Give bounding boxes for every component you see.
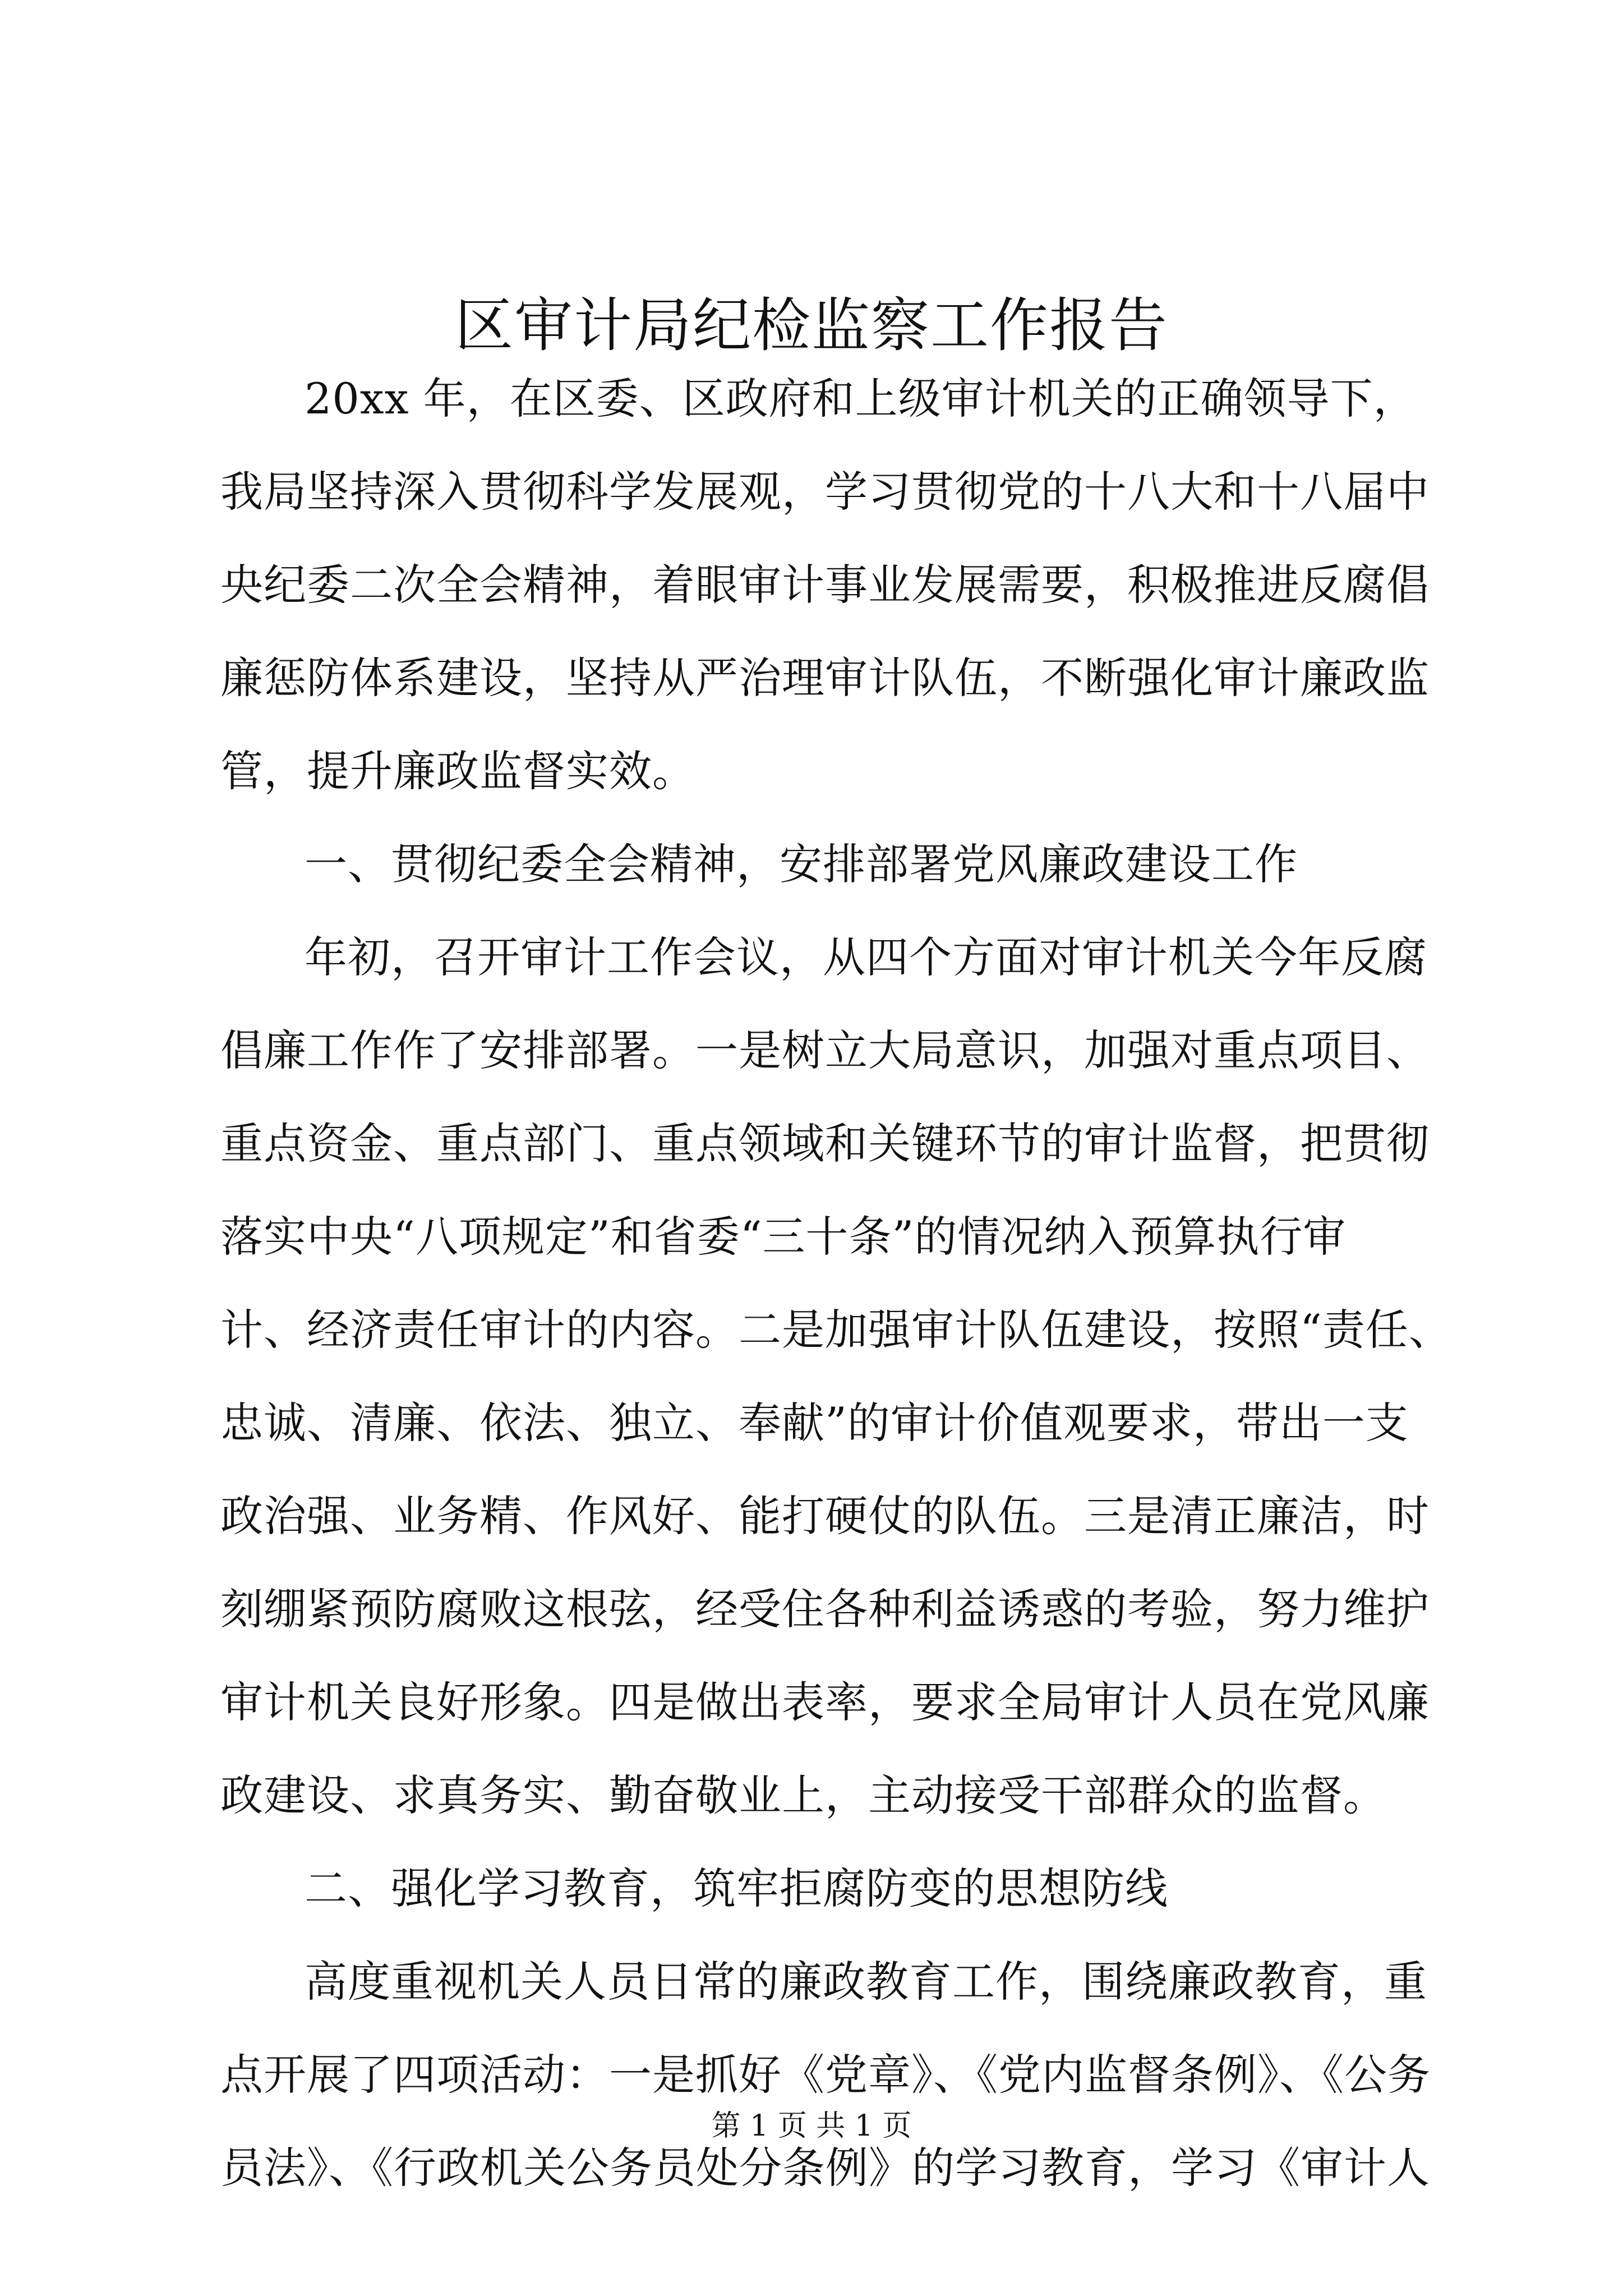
paragraph-line: 年初，召开审计工作会议，从四个方面对审计机关今年反腐 (305, 932, 1427, 982)
paragraph-line: 刻绷紧预防腐败这根弦，经受住各种利益诱惑的考验，努力维护 (220, 1584, 1430, 1634)
section-heading: 一、贯彻纪委全会精神，安排部署党风廉政建设工作 (305, 839, 1298, 889)
paragraph-line: 管，提升廉政监督实效。 (220, 746, 695, 796)
paragraph-line: 重点资金、重点部门、重点领域和关键环节的审计监督，把贯彻 (220, 1119, 1430, 1168)
paragraph-line: 员法》、《行政机关公务员处分条例》的学习教育，学习《审计人 (220, 2143, 1430, 2193)
paragraph-line: 落实中央“八项规定”和省委“三十条”的情况纳入预算执行审 (220, 1212, 1347, 1262)
paragraph-line: 央纪委二次全会精神，着眼审计事业发展需要，积极推进反腐倡 (220, 560, 1430, 610)
page-footer: 第 1 页 共 1 页 (711, 2109, 912, 2143)
section-heading: 二、强化学习教育，筑牢拒腐防变的思想防线 (305, 1864, 1168, 1913)
paragraph-line: 忠诚、清廉、依法、独立、奉献”的审计价值观要求，带出一支 (220, 1398, 1409, 1448)
paragraph-line: 政治强、业务精、作风好、能打硬仗的队伍。三是清正廉洁，时 (220, 1491, 1430, 1541)
paragraph-line: 点开展了四项活动：一是抓好《党章》、《党内监督条例》、《公务 (220, 2050, 1431, 2100)
paragraph-line: 计、经济责任审计的内容。二是加强审计队伍建设，按照“责任、 (220, 1305, 1452, 1355)
document-title: 区审计局纪检监察工作报告 (454, 291, 1168, 360)
paragraph-line: 审计机关良好形象。四是做出表率，要求全局审计人员在党风廉 (220, 1677, 1430, 1727)
paragraph-line: 倡廉工作作了安排部署。一是树立大局意识，加强对重点项目、 (220, 1025, 1430, 1075)
paragraph-line: 政建设、求真务实、勤奋敬业上，主动接受干部群众的监督。 (220, 1770, 1386, 1820)
document-body (220, 352, 1452, 2215)
paragraph-line: 高度重视机关人员日常的廉政教育工作，围绕廉政教育，重 (305, 1957, 1427, 2007)
paragraph-line: 20xx 年，在区委、区政府和上级审计机关的正确领导下， (305, 374, 1417, 424)
paragraph-line: 廉惩防体系建设，坚持从严治理审计队伍，不断强化审计廉政监 (220, 653, 1430, 703)
paragraph-line: 我局坚持深入贯彻科学发展观，学习贯彻党的十八大和十八届中 (220, 467, 1430, 517)
